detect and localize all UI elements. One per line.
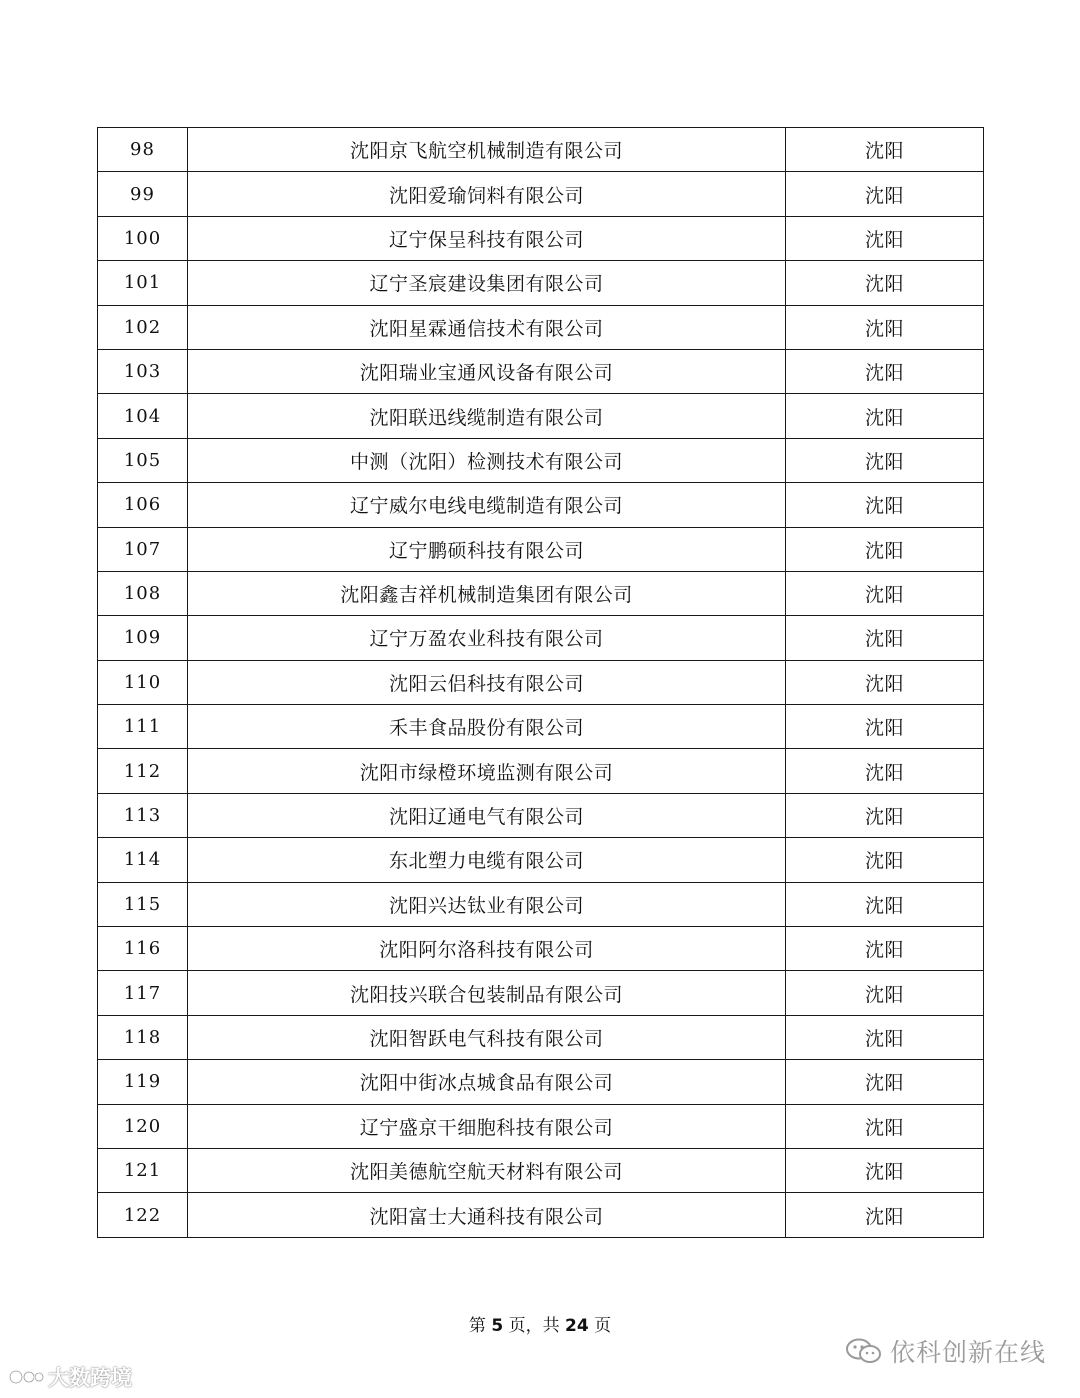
table-row bbox=[98, 305, 984, 349]
table-row bbox=[98, 660, 984, 704]
table-row bbox=[98, 261, 984, 305]
table-row bbox=[98, 793, 984, 837]
table-row bbox=[98, 1015, 984, 1059]
table-row bbox=[98, 216, 984, 260]
city-cell: 沈阳 bbox=[786, 483, 984, 527]
table-row bbox=[98, 349, 984, 393]
city-cell: 沈阳 bbox=[786, 349, 984, 393]
company-name-cell: 沈阳中街冰点城食品有限公司 bbox=[188, 1060, 786, 1104]
company-name-cell: 辽宁盛京干细胞科技有限公司 bbox=[188, 1104, 786, 1148]
company-name-cell: 沈阳鑫吉祥机械制造集团有限公司 bbox=[188, 571, 786, 615]
city-cell: 沈阳 bbox=[786, 882, 984, 926]
watermark-left bbox=[8, 1362, 132, 1392]
company-name-cell: 辽宁鹏硕科技有限公司 bbox=[188, 527, 786, 571]
footer-prefix: 第 bbox=[468, 1316, 486, 1336]
city-cell: 沈阳 bbox=[786, 571, 984, 615]
city-cell: 沈阳 bbox=[786, 749, 984, 793]
row-number-cell: 100 bbox=[98, 216, 188, 260]
company-name-cell: 沈阳兴达钛业有限公司 bbox=[188, 882, 786, 926]
company-name-cell: 沈阳市绿橙环境监测有限公司 bbox=[188, 749, 786, 793]
row-number-cell: 108 bbox=[98, 571, 188, 615]
table-row bbox=[98, 438, 984, 482]
company-name-cell: 沈阳辽通电气有限公司 bbox=[188, 793, 786, 837]
company-name-cell: 辽宁威尔电线电缆制造有限公司 bbox=[188, 483, 786, 527]
table-row bbox=[98, 838, 984, 882]
company-name-cell: 沈阳京飞航空机械制造有限公司 bbox=[188, 128, 786, 172]
city-cell: 沈阳 bbox=[786, 616, 984, 660]
city-cell: 沈阳 bbox=[786, 838, 984, 882]
table-row bbox=[98, 749, 984, 793]
company-name-cell: 沈阳阿尔洛科技有限公司 bbox=[188, 927, 786, 971]
city-cell: 沈阳 bbox=[786, 1060, 984, 1104]
row-number-cell: 104 bbox=[98, 394, 188, 438]
footer-suffix: 页 bbox=[594, 1316, 612, 1336]
row-number-cell: 116 bbox=[98, 927, 188, 971]
company-name-cell: 沈阳美德航空航天材料有限公司 bbox=[188, 1148, 786, 1192]
city-cell: 沈阳 bbox=[786, 1015, 984, 1059]
company-name-cell: 沈阳云侣科技有限公司 bbox=[188, 660, 786, 704]
row-number-cell: 111 bbox=[98, 705, 188, 749]
row-number-cell: 120 bbox=[98, 1104, 188, 1148]
row-number-cell: 98 bbox=[98, 128, 188, 172]
city-cell: 沈阳 bbox=[786, 172, 984, 216]
city-cell: 沈阳 bbox=[786, 261, 984, 305]
city-cell: 沈阳 bbox=[786, 1148, 984, 1192]
company-name-cell: 沈阳爱瑜饲料有限公司 bbox=[188, 172, 786, 216]
table-row bbox=[98, 527, 984, 571]
company-list-table bbox=[97, 127, 984, 1238]
row-number-cell: 102 bbox=[98, 305, 188, 349]
company-name-cell: 东北塑力电缆有限公司 bbox=[188, 838, 786, 882]
table-row bbox=[98, 705, 984, 749]
company-name-cell: 沈阳星霖通信技术有限公司 bbox=[188, 305, 786, 349]
table-body bbox=[98, 128, 984, 1238]
row-number-cell: 115 bbox=[98, 882, 188, 926]
logo-icon bbox=[8, 1364, 44, 1390]
city-cell: 沈阳 bbox=[786, 705, 984, 749]
row-number-cell: 99 bbox=[98, 172, 188, 216]
table-row bbox=[98, 1193, 984, 1237]
company-name-cell: 禾丰食品股份有限公司 bbox=[188, 705, 786, 749]
row-number-cell: 107 bbox=[98, 527, 188, 571]
watermark-left-text: 大数跨境 bbox=[48, 1366, 132, 1390]
row-number-cell: 109 bbox=[98, 616, 188, 660]
company-name-cell: 沈阳智跃电气科技有限公司 bbox=[188, 1015, 786, 1059]
table-row bbox=[98, 483, 984, 527]
city-cell: 沈阳 bbox=[786, 927, 984, 971]
company-name-cell: 中测（沈阳）检测技术有限公司 bbox=[188, 438, 786, 482]
company-name-cell: 辽宁万盈农业科技有限公司 bbox=[188, 616, 786, 660]
table-row bbox=[98, 1148, 984, 1192]
row-number-cell: 106 bbox=[98, 483, 188, 527]
city-cell: 沈阳 bbox=[786, 394, 984, 438]
row-number-cell: 101 bbox=[98, 261, 188, 305]
row-number-cell: 112 bbox=[98, 749, 188, 793]
total-pages-number: 24 bbox=[564, 1316, 589, 1336]
city-cell: 沈阳 bbox=[786, 216, 984, 260]
row-number-cell: 122 bbox=[98, 1193, 188, 1237]
table-row bbox=[98, 1104, 984, 1148]
row-number-cell: 110 bbox=[98, 660, 188, 704]
company-name-cell: 沈阳联迅线缆制造有限公司 bbox=[188, 394, 786, 438]
wechat-icon bbox=[844, 1336, 884, 1366]
row-number-cell: 113 bbox=[98, 793, 188, 837]
row-number-cell: 118 bbox=[98, 1015, 188, 1059]
city-cell: 沈阳 bbox=[786, 527, 984, 571]
watermark-right bbox=[844, 1333, 1046, 1369]
city-cell: 沈阳 bbox=[786, 305, 984, 349]
company-name-cell: 沈阳富士大通科技有限公司 bbox=[188, 1193, 786, 1237]
row-number-cell: 114 bbox=[98, 838, 188, 882]
row-number-cell: 103 bbox=[98, 349, 188, 393]
company-name-cell: 辽宁保呈科技有限公司 bbox=[188, 216, 786, 260]
table-row bbox=[98, 571, 984, 615]
watermark-right-text: 依科创新在线 bbox=[889, 1338, 1046, 1367]
table-row bbox=[98, 128, 984, 172]
city-cell: 沈阳 bbox=[786, 1104, 984, 1148]
table-row bbox=[98, 172, 984, 216]
city-cell: 沈阳 bbox=[786, 660, 984, 704]
table-row bbox=[98, 882, 984, 926]
city-cell: 沈阳 bbox=[786, 128, 984, 172]
city-cell: 沈阳 bbox=[786, 438, 984, 482]
company-name-cell: 沈阳技兴联合包装制品有限公司 bbox=[188, 971, 786, 1015]
current-page-number: 5 bbox=[491, 1316, 504, 1336]
table-row bbox=[98, 616, 984, 660]
company-name-cell: 辽宁圣宸建设集团有限公司 bbox=[188, 261, 786, 305]
footer-middle: 页，共 bbox=[508, 1316, 560, 1336]
row-number-cell: 117 bbox=[98, 971, 188, 1015]
table-row bbox=[98, 971, 984, 1015]
city-cell: 沈阳 bbox=[786, 1193, 984, 1237]
city-cell: 沈阳 bbox=[786, 971, 984, 1015]
row-number-cell: 121 bbox=[98, 1148, 188, 1192]
table-row bbox=[98, 927, 984, 971]
table-row bbox=[98, 394, 984, 438]
city-cell: 沈阳 bbox=[786, 793, 984, 837]
row-number-cell: 105 bbox=[98, 438, 188, 482]
table-row bbox=[98, 1060, 984, 1104]
row-number-cell: 119 bbox=[98, 1060, 188, 1104]
company-name-cell: 沈阳瑞业宝通风设备有限公司 bbox=[188, 349, 786, 393]
